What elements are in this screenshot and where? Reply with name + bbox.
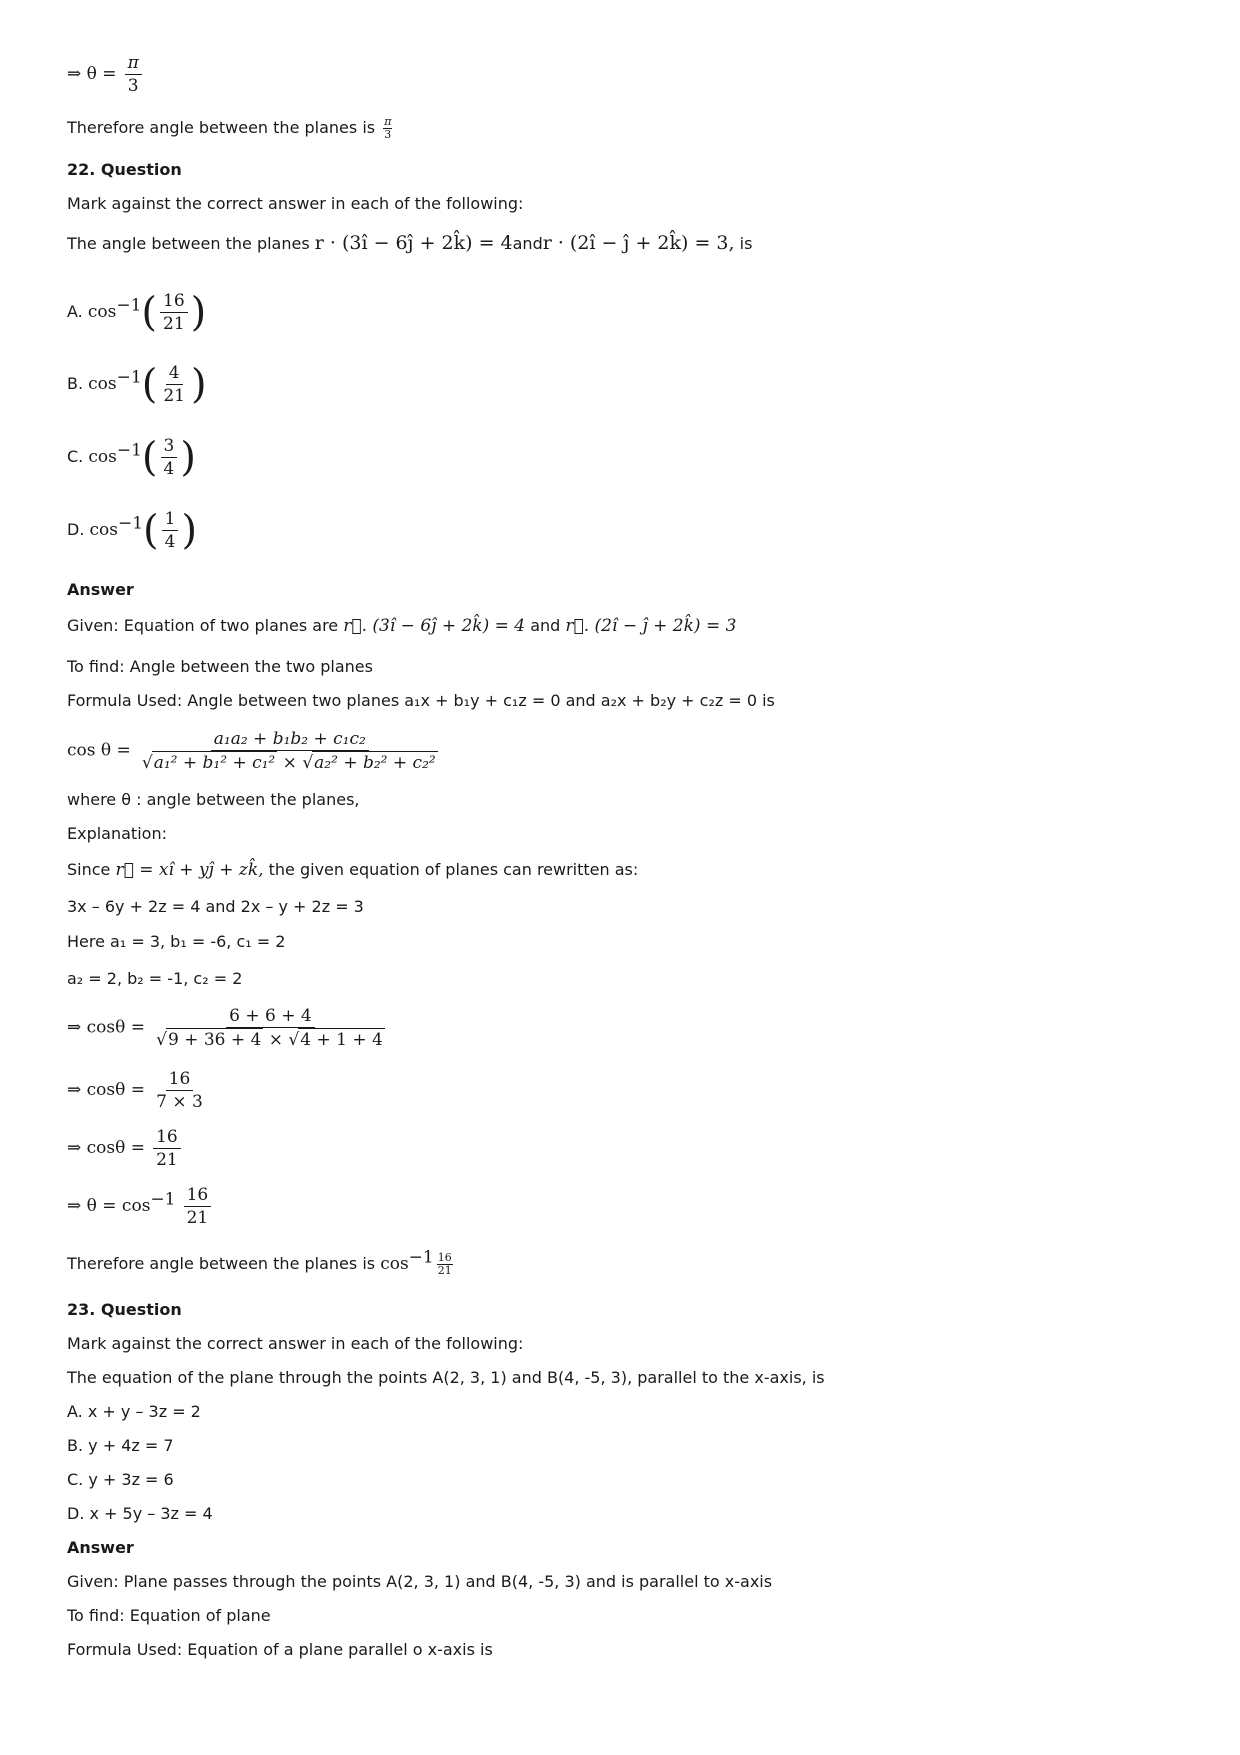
theta-result: ⇒ θ = $\frac{\pi}{3}$ — [67, 52, 145, 97]
q22-option-a: A. $\cos^{-1}$( $\frac{16}{21}$ ) — [67, 289, 207, 336]
q23-option-d: D. x + 5y – 3z = 4 — [67, 1504, 213, 1523]
q22-step-1: ⇒ cosθ = $\frac{6 + 6 + 4}{√9 + 36 + 4 \times √4 + 1 + 4}$ — [67, 1006, 383, 1050]
q22-step-4: ⇒ $\theta = \cos^{-1}$ $\frac{16}{21}$ — [67, 1184, 214, 1229]
q22-option-c: C. $\cos^{-1}$( $\frac{3}{4}$ ) — [67, 434, 196, 481]
q22-stem: The angle between the planes r · (3î − 6ĵ + 2k̂) = 4andr · (2î − ĵ + 2k̂) = 3, is — [67, 232, 753, 254]
q23-stem: The equation of the plane through the points A(2, 3, 1) and B(4, -5, 3), parallel to the x-axis, is — [67, 1368, 825, 1387]
q22-cos-formula: cos θ = $\frac{\text{a₁a₂ + b₁b₂ + c₁c₂}}{\text{√a₁² + b₁² + c₁² × √a₂² + b₂² + c₂²}}$ — [67, 729, 436, 773]
q23-answer-heading: Answer — [67, 1538, 134, 1557]
q23-given: Given: Plane passes through the points A(2, 3, 1) and B(4, -5, 3) and is parallel to x-axis — [67, 1572, 773, 1591]
top-conclusion: Therefore angle between the planes is $\frac{\pi}{3}$ — [67, 115, 392, 141]
q22-answer-heading: Answer — [67, 580, 134, 599]
q23-option-c: C. y + 3z = 6 — [67, 1470, 174, 1489]
theta-fraction: $\frac{\pi}{3}$ — [125, 52, 142, 97]
q22-to-find: To find: Angle between the two planes — [67, 657, 373, 676]
q22-conclusion: Therefore angle between the planes is $\cos^{-1}$ $\frac{16}{21}$ — [67, 1247, 452, 1277]
q22-step-2: ⇒ cosθ = $\frac{16}{7 \times 3}$ — [67, 1069, 203, 1112]
q23-instruction: Mark against the correct answer in each of the following: — [67, 1334, 524, 1353]
q23-to-find: To find: Equation of plane — [67, 1606, 271, 1625]
q22-rewritten: 3x – 6y + 2z = 4 and 2x – y + 2z = 3 — [67, 897, 364, 916]
q22-since: Since r⃗ = xî + yĵ + zk̂, the given equation of planes can rewritten as: — [67, 860, 639, 880]
q22-plane2: r · (2î − ĵ + 2k̂) = 3, — [542, 232, 735, 254]
q22-here-1: Here a₁ = 3, b₁ = -6, c₁ = 2 — [67, 932, 286, 951]
q22-explanation: Explanation: — [67, 824, 167, 843]
q22-where: where θ : angle between the planes, — [67, 790, 360, 809]
q23-heading: 23. Question — [67, 1300, 182, 1319]
q22-option-b: B. $\cos^{-1}$( $\frac{4}{21}$ ) — [67, 361, 207, 408]
q22-formula-used: Formula Used: Angle between two planes a₁x + b₁y + c₁z = 0 and a₂x + b₂y + c₂z = 0 is — [67, 691, 775, 710]
q23-formula-used: Formula Used: Equation of a plane parallel o x-axis is — [67, 1640, 493, 1659]
q22-step-3: ⇒ cosθ = $\frac{16}{21}$ — [67, 1126, 184, 1171]
q23-option-a: A. x + y – 3z = 2 — [67, 1402, 201, 1421]
q22-option-d: D. $\cos^{-1}$( $\frac{1}{4}$ ) — [67, 507, 198, 554]
q22-here-2: a₂ = 2, b₂ = -1, c₂ = 2 — [67, 969, 243, 988]
q22-heading: 22. Question — [67, 160, 182, 179]
q22-given: Given: Equation of two planes are r⃗. (3î − 6ĵ + 2k̂) = 4 and r⃗. (2î − ĵ + 2k̂) = 3 — [67, 616, 737, 636]
q23-option-b: B. y + 4z = 7 — [67, 1436, 174, 1455]
q22-instruction: Mark against the correct answer in each of the following: — [67, 194, 524, 213]
q22-plane1: r · (3î − 6ĵ + 2k̂) = 4 — [314, 232, 513, 254]
